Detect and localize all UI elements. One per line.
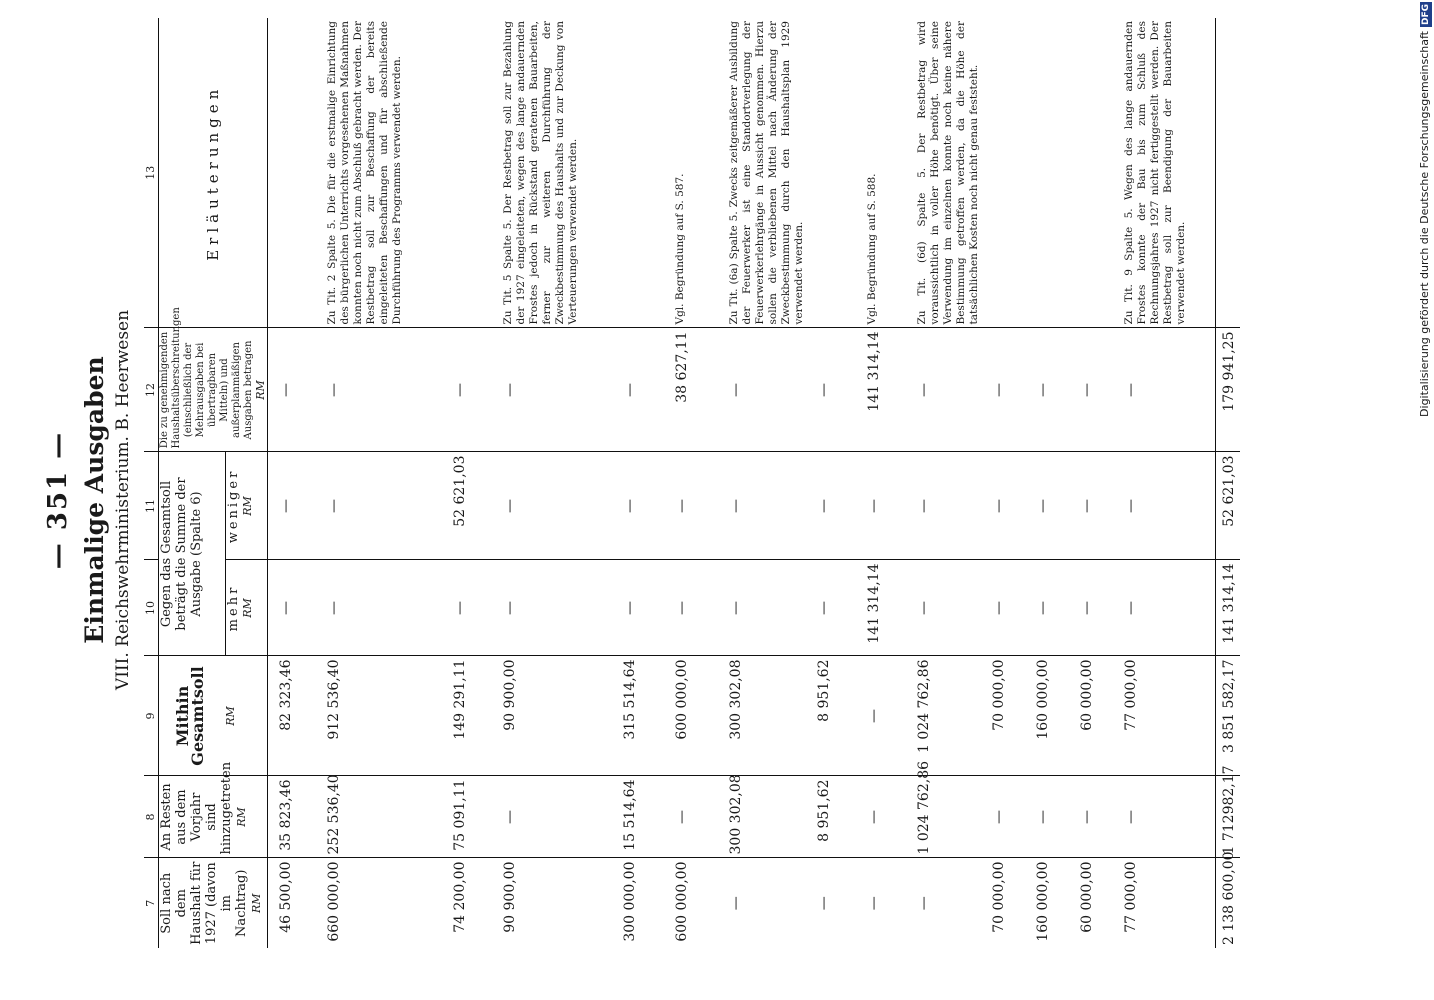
- cell-c13: Zu Tit. 9 Spalte 5. Wegen des lange andauernden Frostes konnte der Bau bis zum Schluß des Rechnungsjahres 1927 nicht fertiggestellt werden. Der Restbetrag soll zur Beendigung der Bauarbeiten verwendet werden.: [1113, 18, 1216, 328]
- section-title: VIII. Reichswehrministerium. B. Heerwesen: [113, 309, 133, 691]
- cell-c8: —: [1113, 776, 1216, 858]
- header-weniger: weniger RM: [225, 452, 267, 560]
- cell-c9: 600 000,00: [664, 656, 718, 776]
- cell-c8: —: [981, 776, 1025, 858]
- table-row: [806, 18, 856, 948]
- cell-c10: —: [316, 560, 442, 656]
- page-number: — 351 —: [43, 430, 73, 570]
- cell-c8: 15 514,64: [612, 776, 664, 858]
- cell-c10: 141 314,14: [856, 560, 906, 656]
- cell-c9: 149 291,11: [442, 656, 492, 776]
- cell-c10: —: [1069, 560, 1113, 656]
- cell-c9: 160 000,00: [1025, 656, 1069, 776]
- cell-c9: 315 514,64: [612, 656, 664, 776]
- cell-c7: —: [916, 896, 932, 911]
- colnum-9: 9: [144, 656, 159, 776]
- cell-c7: 46 500,00: [278, 861, 294, 933]
- cell-c8: 1 024 762,86: [906, 776, 981, 858]
- cell-c11: —: [981, 452, 1025, 560]
- cell-c8: 252 536,40: [316, 776, 442, 858]
- cell-c12: —: [442, 328, 492, 452]
- cell-c7: 660 000,00: [326, 861, 342, 942]
- cell-c8: —: [492, 776, 612, 858]
- dfg-logo: DFG: [1421, 4, 1431, 26]
- cell-c13: Zu Tit. 2 Spalte 5. Die für die erstmalige Einrichtung des bürgerlichen Unterrichts vorgesehenen Maßnahmen konnten noch nicht zum Abschluß gebracht werden. Der Restbetrag soll zur Beschaffung der bereits eingeleiteten Beschaffungen und für abschließende Durchführung des Programms verwendet werden.: [316, 18, 442, 328]
- cell-c13: Zu Tit. (6a) Spalte 5. Zwecks zeitgemäßerer Ausbildung der Feuerwerker ist eine Standortverlegung der Feuerwerkerlehrgänge in Aussicht genommen. Hierzu sollen die verbliebenen Mittel nach Änderung der Zweckbestimmung durch den Haushaltsplan 1929 verwendet werden.: [718, 18, 806, 328]
- cell-c13: Vgl. Begründung auf S. 587.: [664, 18, 718, 328]
- header-unit: RM: [224, 706, 237, 726]
- cell-c12: —: [1113, 328, 1216, 452]
- cell-c11: —: [1025, 452, 1069, 560]
- page-heading: Einmalige Ausgaben: [80, 356, 109, 644]
- table-row: [981, 18, 1025, 948]
- total-c10: 141 314,14: [1216, 560, 1241, 656]
- cell-c12: —: [1069, 328, 1113, 452]
- header-unit: RM: [250, 893, 263, 914]
- cell-c7: 70 000,00: [991, 861, 1007, 933]
- cell-c12: —: [981, 328, 1025, 452]
- cell-c7: 300 000,00: [622, 861, 638, 942]
- cell-c11: —: [664, 452, 718, 560]
- cell-c8: —: [1025, 776, 1069, 858]
- table-row: [906, 18, 981, 948]
- cell-c11: —: [806, 452, 856, 560]
- table-row: [442, 18, 492, 948]
- cell-c10: —: [1113, 560, 1216, 656]
- cell-c12: —: [1025, 328, 1069, 452]
- table-row: [718, 18, 806, 948]
- table-row: [1025, 18, 1069, 948]
- cell-c13: [612, 18, 664, 328]
- cell-c9: 912 536,40: [316, 656, 442, 776]
- cell-c10: —: [268, 560, 317, 656]
- cell-c12: 141 314,14: [856, 328, 906, 452]
- colnum-8: 8: [144, 776, 159, 858]
- cell-c10: —: [492, 560, 612, 656]
- cell-c7: 60 000,00: [1079, 861, 1095, 933]
- total-c13: [1216, 18, 1241, 328]
- cell-c12: —: [718, 328, 806, 452]
- header-unit: RM: [240, 496, 254, 516]
- cell-c10: —: [718, 560, 806, 656]
- cell-c13: [981, 18, 1025, 328]
- colnum-13: 13: [144, 18, 159, 328]
- cell-c9: 60 000,00: [1069, 656, 1113, 776]
- table-row: [492, 18, 612, 948]
- cell-c7: —: [816, 896, 832, 911]
- cell-c10: —: [442, 560, 492, 656]
- cell-c12: —: [316, 328, 442, 452]
- cell-c11: —: [268, 452, 317, 560]
- cell-c7: —: [728, 896, 744, 911]
- cell-c11: —: [1069, 452, 1113, 560]
- header-gegen-gesamtsoll: Gegen das Gesamtsoll beträgt die Summe der Ausgabe (Spalte 6): [159, 452, 226, 656]
- cell-c13: [1069, 18, 1113, 328]
- total-c8: 1 712982,17: [1216, 776, 1241, 858]
- cell-c13: [268, 18, 317, 328]
- cell-c12: —: [268, 328, 317, 452]
- colnum-10: 10: [144, 560, 159, 656]
- cell-c10: —: [664, 560, 718, 656]
- cell-c7: 90 900,00: [502, 861, 518, 933]
- cell-c13: [1025, 18, 1069, 328]
- cell-c11: —: [856, 452, 906, 560]
- table-row: [1069, 18, 1113, 948]
- header-gesamtsoll: Mithin Gesamtsoll RM: [159, 656, 268, 776]
- budget-table: [144, 18, 1240, 948]
- cell-c12: —: [806, 328, 856, 452]
- cell-c8: 8 951,62: [806, 776, 856, 858]
- header-ueberschreitungen: Die zu genehmigenden Haushaltsüberschreitungen (einschließlich der Mehrausgaben bei übertragbaren Mitteln) und außerplanmäßigen Ausgaben betragen RM: [159, 328, 268, 452]
- cell-c7: 77 000,00: [1123, 861, 1139, 933]
- cell-c8: 75 091,11: [442, 776, 492, 858]
- cell-c9: 8 951,62: [806, 656, 856, 776]
- cell-c11: —: [316, 452, 442, 560]
- total-c7: 2 138 600,00: [1216, 858, 1241, 948]
- cell-c9: 77 000,00: [1113, 656, 1216, 776]
- cell-c11: —: [718, 452, 806, 560]
- cell-c10: —: [612, 560, 664, 656]
- cell-c11: —: [906, 452, 981, 560]
- header-erlaeuterungen: Erläuterungen: [159, 18, 268, 328]
- cell-c13: [806, 18, 856, 328]
- colnum-11: 11: [144, 452, 159, 560]
- cell-c12: —: [612, 328, 664, 452]
- cell-c8: 35 823,46: [268, 776, 317, 858]
- cell-c7: 600 000,00: [674, 861, 690, 942]
- cell-c9: 1 024 762,86: [906, 656, 981, 776]
- cell-c8: —: [1069, 776, 1113, 858]
- total-c11: 52 621,03: [1216, 452, 1241, 560]
- cell-c7: 160 000,00: [1035, 861, 1051, 942]
- cell-c10: —: [906, 560, 981, 656]
- cell-c13: Vgl. Begründung auf S. 588.: [856, 18, 906, 328]
- cell-c9: 70 000,00: [981, 656, 1025, 776]
- digitization-credit: [1418, 2, 1434, 998]
- cell-c7: 74 200,00: [452, 861, 468, 933]
- table-row: [612, 18, 664, 948]
- cell-c9: —: [856, 656, 906, 776]
- colnum-12: 12: [144, 328, 159, 452]
- totals-row: [1216, 18, 1241, 948]
- total-c9: 3 851 582,17: [1216, 656, 1241, 776]
- table-row: [856, 18, 906, 948]
- header-unit: RM: [254, 380, 267, 400]
- cell-c10: —: [806, 560, 856, 656]
- cell-c11: 52 621,03: [442, 452, 492, 560]
- table-row: [268, 18, 317, 948]
- cell-c9: 82 323,46: [268, 656, 317, 776]
- cell-c9: 300 302,08: [718, 656, 806, 776]
- colnum-7: 7: [144, 858, 159, 948]
- cell-c10: —: [981, 560, 1025, 656]
- header-row: [159, 18, 226, 948]
- cell-c7: —: [866, 896, 882, 911]
- cell-c13: Zu Tit. 5 Spalte 5. Der Restbetrag soll zur Bezahlung der 1927 eingeleiteten, wegen des lange andauernden Frostes jedoch in Rückstand geratenen Bauarbeiten, ferner zur weiteren Durchführung der Zweckbestimmung des Haushalts und zur Deckung von Verteuerungen verwendet werden.: [492, 18, 612, 328]
- cell-c8: 300 302,08: [718, 776, 806, 858]
- cell-c8: —: [856, 776, 906, 858]
- cell-c11: —: [492, 452, 612, 560]
- header-mehr: mehr RM: [225, 560, 267, 656]
- total-c12: 179 941,25: [1216, 328, 1241, 452]
- column-number-row: [144, 18, 159, 948]
- table-row: [664, 18, 718, 948]
- cell-c12: —: [906, 328, 981, 452]
- cell-c9: 90 900,00: [492, 656, 612, 776]
- cell-c13: Zu Tit. (6d) Spalte 5. Der Restbetrag wird voraussichtlich in voller Höhe benötigt. Über seine Verwendung im einzelnen konnte noch keine nähere Bestimmung getroffen werden, da die Höhe der tatsächlichen Kosten noch nicht genau feststeht.: [906, 18, 981, 328]
- cell-c11: —: [612, 452, 664, 560]
- header-unit: RM: [235, 807, 248, 827]
- table-row: [316, 18, 442, 948]
- cell-c8: —: [664, 776, 718, 858]
- header-reste: An Resten aus dem Vorjahr sind hinzugetreten RM: [159, 776, 268, 858]
- table-row: [1113, 18, 1216, 948]
- table-body: [268, 18, 1241, 948]
- cell-c12: —: [492, 328, 612, 452]
- cell-c11: —: [1113, 452, 1216, 560]
- digitization-text: Digitalisierung gefördert durch die Deutsche Forschungsgemeinschaft: [1418, 31, 1431, 417]
- cell-c12: 38 627,11: [664, 328, 718, 452]
- header-soll: Soll nach dem Haushalt für 1927 (davon im Nachtrag) RM: [159, 858, 268, 948]
- cell-c13: [442, 18, 492, 328]
- cell-c10: —: [1025, 560, 1069, 656]
- header-unit: RM: [240, 598, 254, 618]
